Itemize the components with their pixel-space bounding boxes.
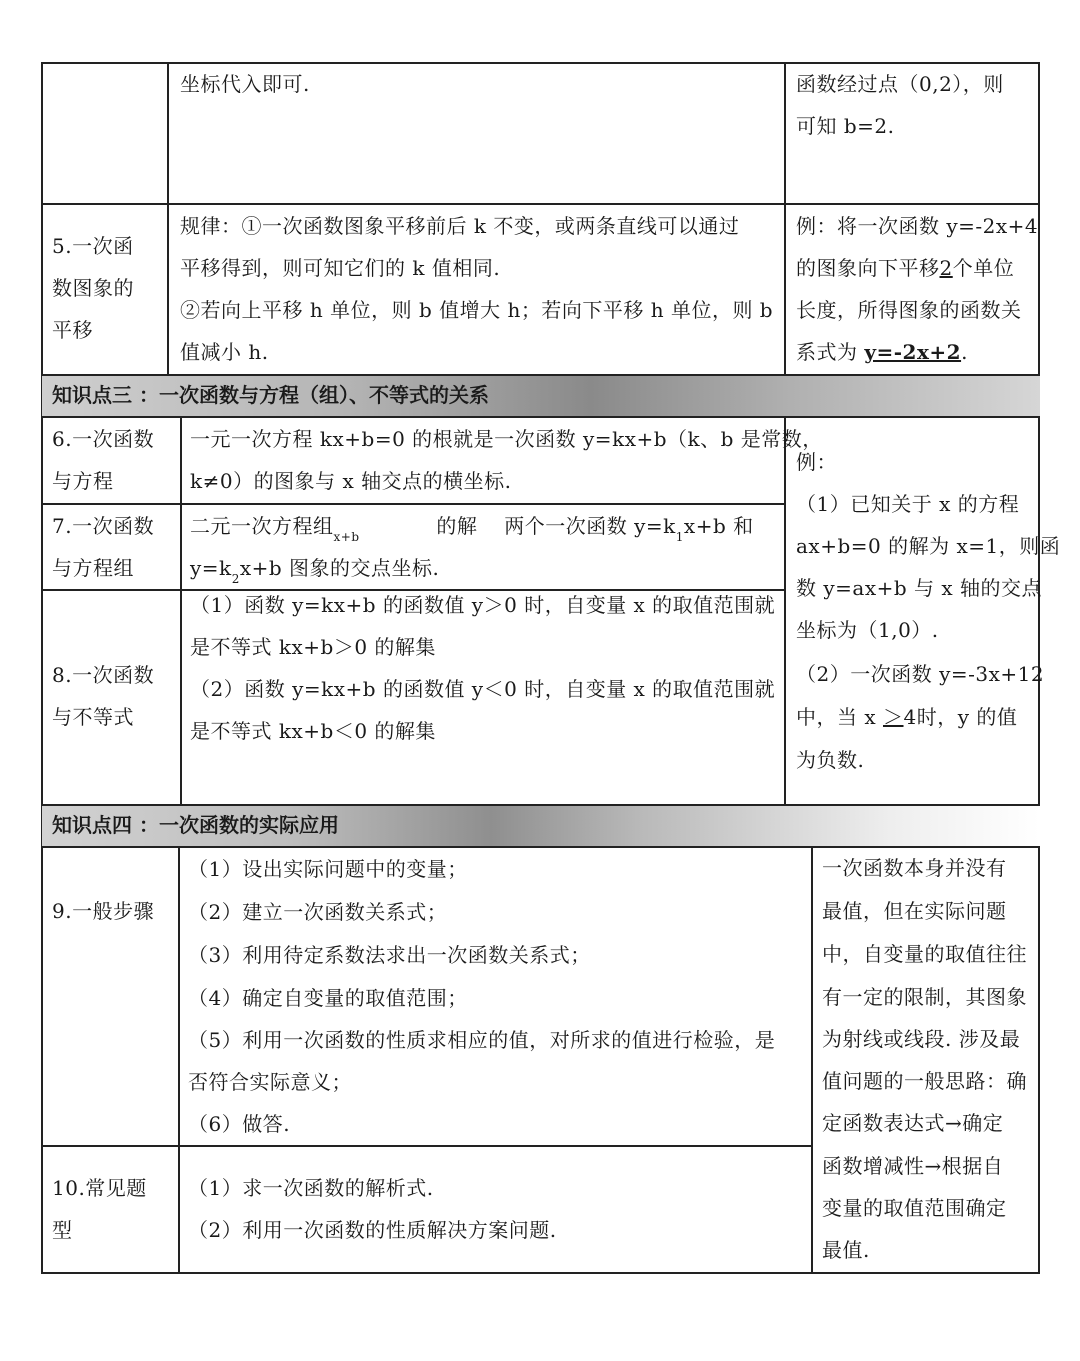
example-6-8-value: 4: [903, 705, 917, 729]
row5-example-line: [796, 331, 968, 373]
example-6-8-line: 例：: [796, 450, 837, 474]
example-6-8-line: （2）一次函数 y=-3x+12: [796, 662, 1045, 686]
row-divider: [41, 374, 1040, 376]
row-top-content: 坐标代入即可.: [180, 72, 310, 96]
row6-topic: 与方程: [52, 469, 114, 493]
row9-topic: 9.一般步骤: [52, 899, 155, 923]
column-divider: [784, 62, 786, 374]
row5-example-text: 的图象向下平移: [796, 256, 940, 280]
row-top-example-line: 函数经过点（0,2），则: [796, 72, 1004, 96]
row7-text: x+b 和: [683, 514, 754, 538]
row10-topic: 型: [52, 1218, 73, 1242]
row7-topic: 7.一次函数: [52, 514, 155, 538]
example-6-8-line: 数 y=ax+b 与 x 轴的交点: [796, 576, 1043, 600]
row5-example-end: .: [961, 340, 968, 364]
row7-text: y=k: [190, 556, 232, 580]
table-border-left: [41, 62, 43, 1274]
row8-content-line: （1）函数 y=kx+b 的函数值 y＞0 时，自变量 x 的取值范围就: [190, 593, 776, 617]
example-6-8-line: 为负数.: [796, 748, 865, 772]
row9-step: （1）设出实际问题中的变量；: [188, 857, 468, 881]
row7-text: 二元一次方程组: [190, 514, 334, 538]
row7-text: x+b 图象的交点坐标.: [239, 556, 440, 580]
row10-topic: 10.常见题: [52, 1176, 147, 1200]
column-divider: [784, 416, 786, 804]
row9-step: 否符合实际意义；: [188, 1070, 352, 1094]
row-divider: [41, 1145, 812, 1147]
row5-example-line: 长度，所得图象的函数关: [796, 298, 1022, 322]
column-divider: [178, 846, 180, 1274]
row10-content-line: （2）利用一次函数的性质解决方案问题.: [188, 1218, 557, 1242]
row5-content-line: 平移得到，则可知它们的 k 值相同.: [180, 256, 501, 280]
row5-example-line: 例：将一次函数 y=-2x+4: [796, 214, 1039, 238]
note-line: 有一定的限制，其图象: [822, 985, 1027, 1009]
note-line: 定函数表达式→确定: [822, 1111, 1004, 1135]
row7-subscript: x+b: [333, 530, 360, 544]
note-line: 为射线或线段. 涉及最: [822, 1027, 1021, 1051]
row5-content-line: 值减小 h.: [180, 340, 269, 364]
row8-content-line: 是不等式 kx+b＞0 的解集: [190, 635, 436, 659]
section-header-4: 知识点四 ：一次函数的实际应用: [42, 804, 1040, 846]
row9-step: （3）利用待定系数法求出一次函数关系式；: [188, 943, 591, 967]
note-line: 中，自变量的取值往往: [822, 942, 1027, 966]
example-6-8-line: ax+b=0 的解为 x=1，则函: [796, 534, 1061, 558]
row5-example-answer: y=-2x+2: [864, 340, 962, 364]
row8-content-line: （2）函数 y=kx+b 的函数值 y＜0 时，自变量 x 的取值范围就: [190, 677, 776, 701]
row9-step: （5）利用一次函数的性质求相应的值，对所求的值进行检验，是: [188, 1028, 776, 1052]
column-divider: [811, 846, 813, 1274]
row9-step: （6）做答.: [188, 1112, 291, 1136]
note-line: 一次函数本身并没有: [822, 856, 1007, 880]
row7-text: 的解: [436, 514, 478, 538]
row5-content-line: ②若向上平移 h 单位，则 b 值增大 h；若向下平移 h 单位，则 b: [180, 298, 774, 322]
example-6-8-line: （1）已知关于 x 的方程: [796, 492, 1020, 516]
row5-topic: 5.一次函: [52, 234, 134, 258]
row7-text: 两个一次函数 y=k: [504, 514, 676, 538]
section-header-3: 知识点三 ：一次函数与方程（组）、不等式的关系: [42, 374, 1040, 416]
column-divider: [167, 62, 169, 374]
row7-subscript: 1: [675, 530, 684, 544]
example-6-8-line: [796, 696, 1017, 738]
row6-content-line: 一元一次方程 kx+b=0 的根就是一次函数 y=kx+b（k、b 是常数，: [190, 427, 823, 451]
row5-topic: 数图象的: [52, 276, 134, 300]
row5-example-text: 个单位: [952, 256, 1015, 280]
example-6-8-line: 坐标为（1,0）.: [796, 618, 939, 642]
row9-step: （2）建立一次函数关系式；: [188, 900, 448, 924]
row5-content-line: 规律：①一次函数图象平移前后 k 不变，或两条直线可以通过: [180, 214, 740, 238]
row8-content-line: 是不等式 kx+b＜0 的解集: [190, 719, 436, 743]
note-line: 变量的取值范围确定: [822, 1196, 1007, 1220]
row7-topic: 与方程组: [52, 556, 134, 580]
row6-content-line: k≠0）的图象与 x 轴交点的横坐标.: [190, 469, 512, 493]
example-6-8-text: 中，当 x: [796, 705, 877, 729]
row8-topic: 与不等式: [52, 705, 134, 729]
row5-example-blank: 2: [939, 256, 953, 280]
row-divider: [41, 804, 1040, 806]
column-divider: [180, 416, 182, 804]
row7-content-line: [190, 505, 754, 550]
row-top-example-line: 可知 b=2.: [796, 114, 895, 138]
row5-example-text: 系式为: [796, 340, 858, 364]
row10-content-line: （1）求一次函数的解析式.: [188, 1176, 434, 1200]
row7-subscript: 2: [231, 572, 240, 586]
row9-step: （4）确定自变量的取值范围；: [188, 986, 468, 1010]
example-6-8-text: 时，y 的值: [916, 705, 1018, 729]
row8-topic: 8.一次函数: [52, 663, 155, 687]
note-line: 值问题的一般思路：确: [822, 1069, 1027, 1093]
row5-topic: 平移: [52, 318, 93, 342]
row6-topic: 6.一次函数: [52, 427, 155, 451]
table-border-bottom: [41, 1272, 1040, 1274]
note-line: 函数增减性→根据自: [822, 1154, 1004, 1178]
note-line: 最值.: [822, 1238, 870, 1262]
row5-example-line: [796, 247, 1014, 289]
example-6-8-blank: ＞: [883, 705, 904, 729]
note-line: 最值，但在实际问题: [822, 899, 1007, 923]
